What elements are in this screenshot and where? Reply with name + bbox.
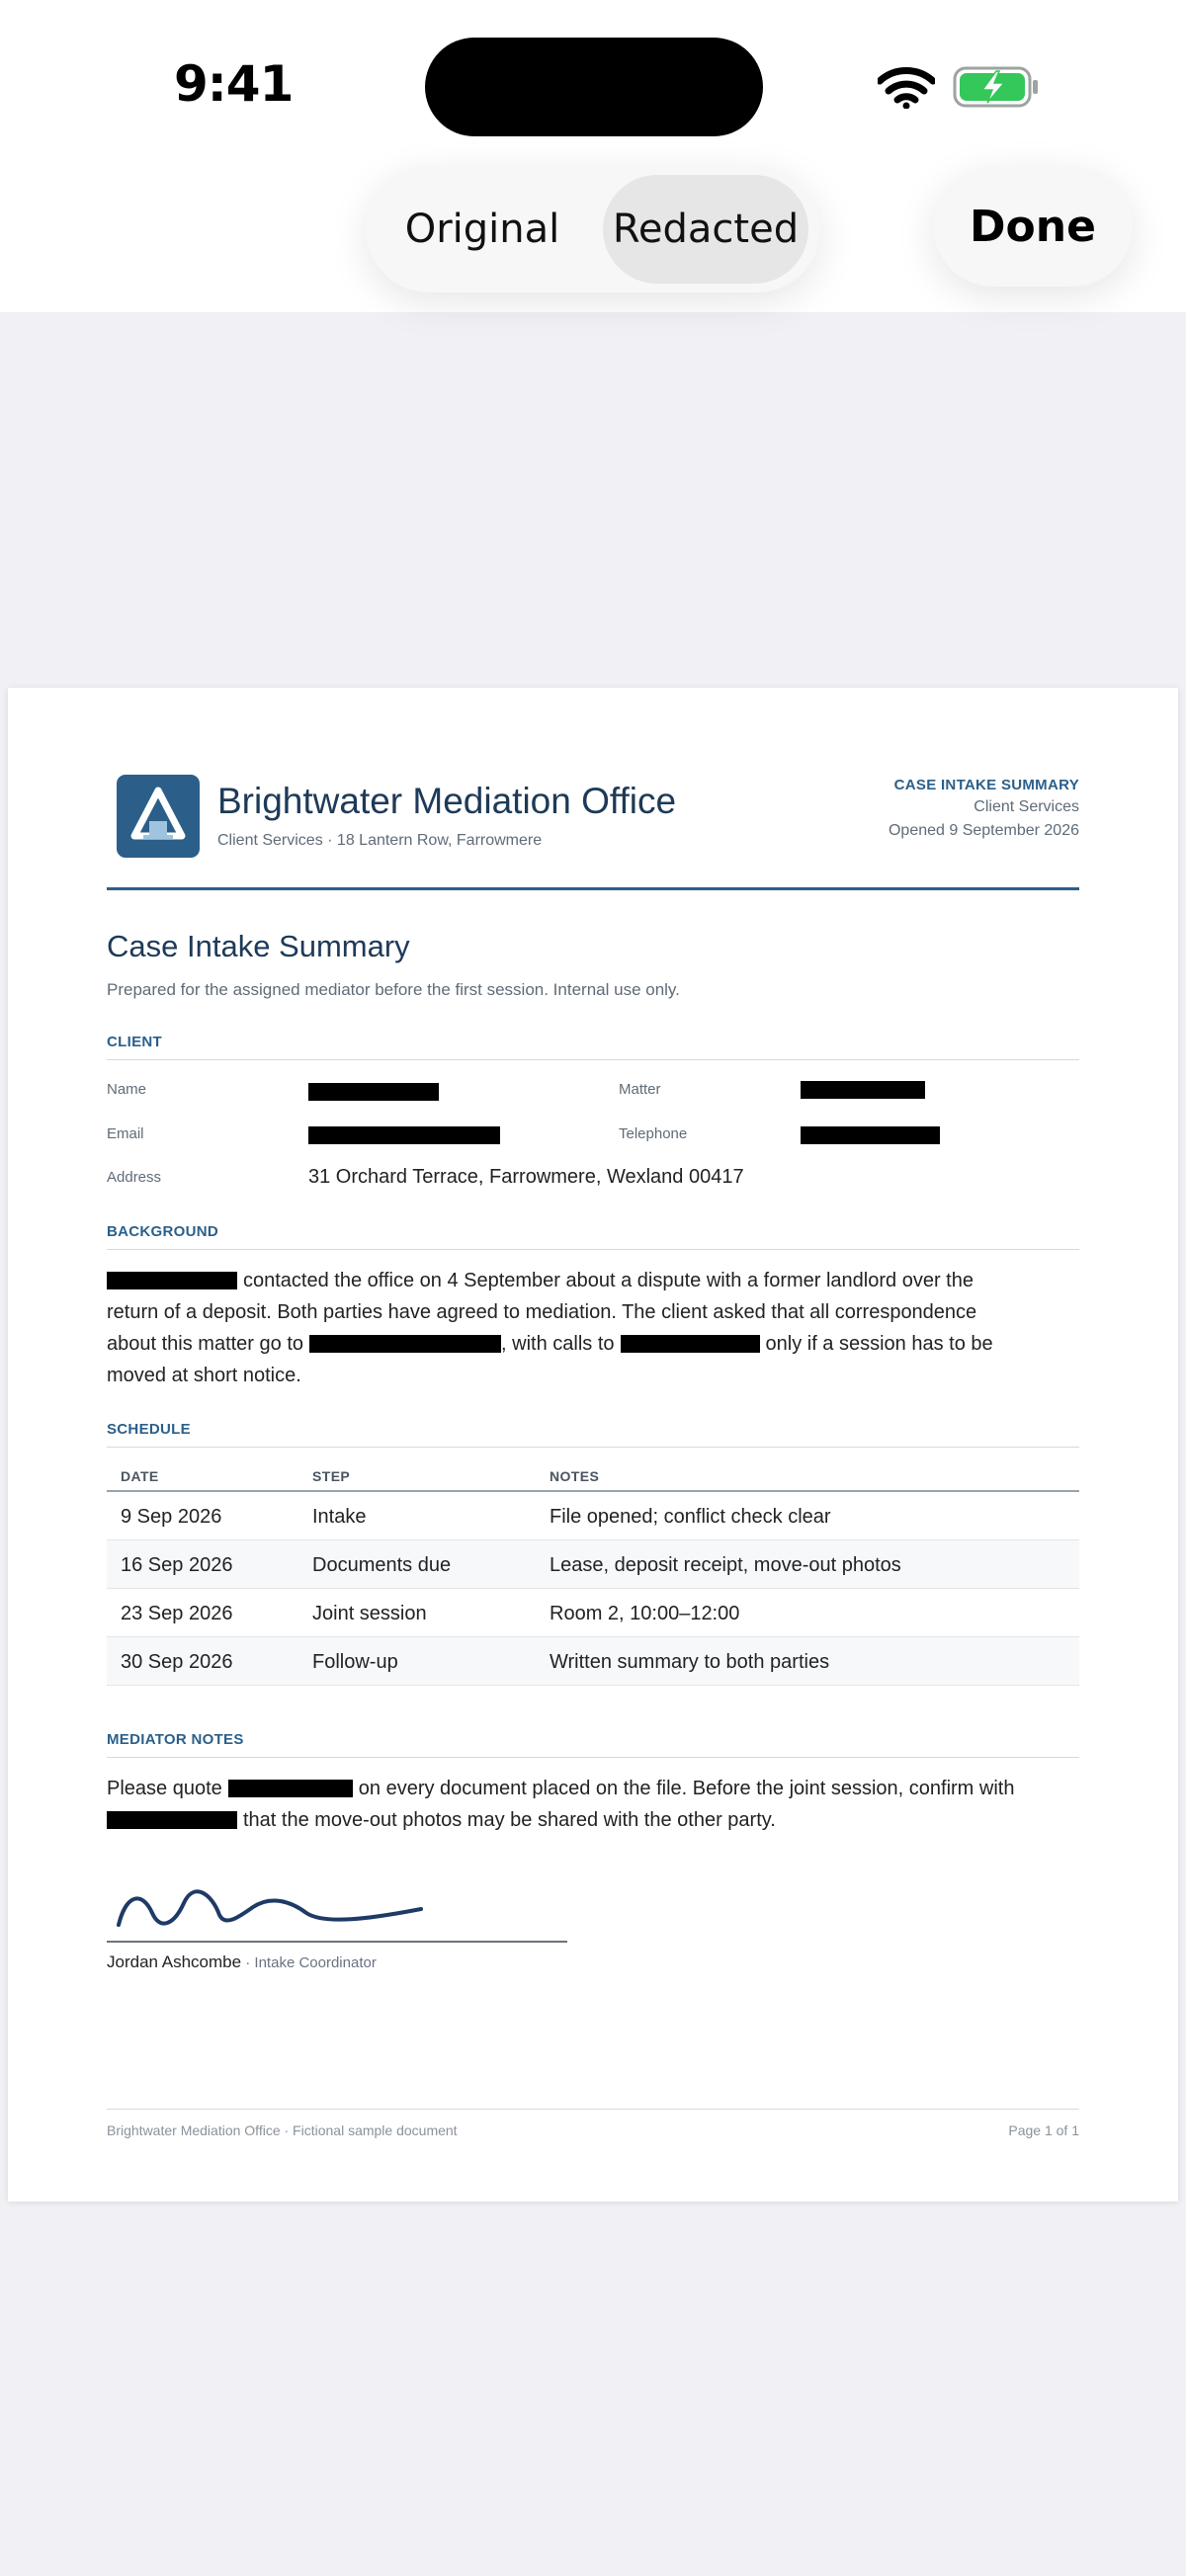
schedule-table xyxy=(107,1454,1079,1686)
signature-line xyxy=(107,1941,567,1943)
cell-date: 16 Sep 2026 xyxy=(121,1554,233,1576)
background-text: contacted the office on 4 September about a dispute with a former landlord over the xyxy=(243,1270,974,1291)
battery-charging-icon xyxy=(953,65,1040,109)
header-divider xyxy=(107,887,1079,890)
redaction-bar-email xyxy=(308,1126,500,1144)
redaction-bar xyxy=(228,1780,353,1797)
redaction-bar xyxy=(621,1335,760,1353)
table-row xyxy=(107,1637,1079,1686)
footer-org: Brightwater Mediation Office · Fictional sample document xyxy=(107,2122,458,2138)
cell-notes: Lease, deposit receipt, move-out photos xyxy=(550,1554,901,1576)
top-bar xyxy=(0,0,1186,312)
org-address: Client Services · 18 Lantern Row, Farrowmere xyxy=(217,832,543,849)
segment-original[interactable]: Original xyxy=(404,207,560,252)
doc-type-label: CASE INTAKE SUMMARY xyxy=(893,777,1079,793)
background-text: moved at short notice. xyxy=(107,1365,301,1386)
cell-date: 30 Sep 2026 xyxy=(121,1651,233,1673)
cell-step: Intake xyxy=(312,1506,367,1528)
cell-notes: File opened; conflict check clear xyxy=(550,1506,831,1528)
section-heading-mediator-notes: MEDIATOR NOTES xyxy=(107,1731,244,1748)
triangle-logo-icon xyxy=(117,775,200,858)
notes-text: Please quote xyxy=(107,1778,222,1799)
opened-date: Opened 9 September 2026 xyxy=(888,822,1079,839)
background-text: only if a session has to be xyxy=(765,1333,993,1355)
signatory xyxy=(107,1953,377,1972)
redaction-bar-matter xyxy=(801,1081,925,1099)
column-header-date: DATE xyxy=(121,1468,159,1484)
view-mode-segmented-control xyxy=(366,166,820,292)
background-text: return of a deposit. Both parties have agreed to mediation. The client asked that all correspondence xyxy=(107,1301,977,1323)
document-page xyxy=(8,688,1178,2202)
segment-redacted[interactable]: Redacted xyxy=(603,175,808,284)
document-subtitle: Prepared for the assigned mediator before the first session. Internal use only. xyxy=(107,980,680,999)
table-row xyxy=(107,1492,1079,1540)
cell-step: Documents due xyxy=(312,1554,452,1576)
redaction-bar xyxy=(107,1811,237,1829)
field-label-matter: Matter xyxy=(619,1081,661,1098)
field-label-telephone: Telephone xyxy=(619,1125,688,1142)
cell-step: Follow-up xyxy=(312,1651,398,1673)
cell-notes: Room 2, 10:00–12:00 xyxy=(550,1603,740,1624)
table-row xyxy=(107,1589,1079,1637)
dynamic-island xyxy=(425,38,763,136)
signatory-name: Jordan Ashcombe xyxy=(107,1953,242,1971)
done-button[interactable]: Done xyxy=(933,166,1133,287)
section-heading-client: CLIENT xyxy=(107,1034,162,1050)
field-value-address: 31 Orchard Terrace, Farrowmere, Wexland 00417 xyxy=(308,1166,744,1188)
cell-notes: Written summary to both parties xyxy=(550,1651,830,1673)
redaction-bar xyxy=(107,1272,237,1289)
footer-divider xyxy=(107,2109,1079,2110)
cell-date: 9 Sep 2026 xyxy=(121,1506,222,1528)
notes-text: that the move-out photos may be shared with the other party. xyxy=(243,1809,776,1831)
page-number: Page 1 of 1 xyxy=(1008,2122,1079,2138)
cell-step: Joint session xyxy=(312,1603,427,1624)
background-text: about this matter go to xyxy=(107,1333,304,1355)
background-paragraph xyxy=(107,1265,1079,1391)
section-heading-background: BACKGROUND xyxy=(107,1223,218,1240)
section-divider xyxy=(107,1249,1079,1250)
section-divider xyxy=(107,1757,1079,1758)
notes-text: on every document placed on the file. Before the joint session, confirm with xyxy=(358,1778,1015,1799)
field-label-name: Name xyxy=(107,1081,147,1098)
department-label: Client Services xyxy=(974,798,1079,815)
table-row xyxy=(107,1540,1079,1589)
mediator-notes-paragraph xyxy=(107,1773,1079,1836)
org-logo xyxy=(117,775,200,858)
section-divider xyxy=(107,1447,1079,1448)
redaction-bar xyxy=(309,1335,501,1353)
handwritten-signature xyxy=(113,1873,439,1933)
redaction-bar-telephone xyxy=(801,1126,940,1144)
column-header-step: STEP xyxy=(312,1468,351,1484)
signatory-role: · Intake Coordinator xyxy=(241,1954,377,1971)
wifi-icon xyxy=(878,67,935,109)
org-name: Brightwater Mediation Office xyxy=(217,781,677,821)
status-time: 9:41 xyxy=(174,55,294,113)
section-divider xyxy=(107,1059,1079,1060)
document-title: Case Intake Summary xyxy=(107,929,410,963)
cell-date: 23 Sep 2026 xyxy=(121,1603,233,1624)
section-heading-schedule: SCHEDULE xyxy=(107,1421,191,1438)
redaction-bar-name xyxy=(308,1083,439,1101)
background-text: , with calls to xyxy=(501,1333,615,1355)
column-header-notes: NOTES xyxy=(550,1468,600,1484)
table-header-row xyxy=(107,1454,1079,1492)
field-label-address: Address xyxy=(107,1169,162,1186)
field-label-email: Email xyxy=(107,1125,144,1142)
